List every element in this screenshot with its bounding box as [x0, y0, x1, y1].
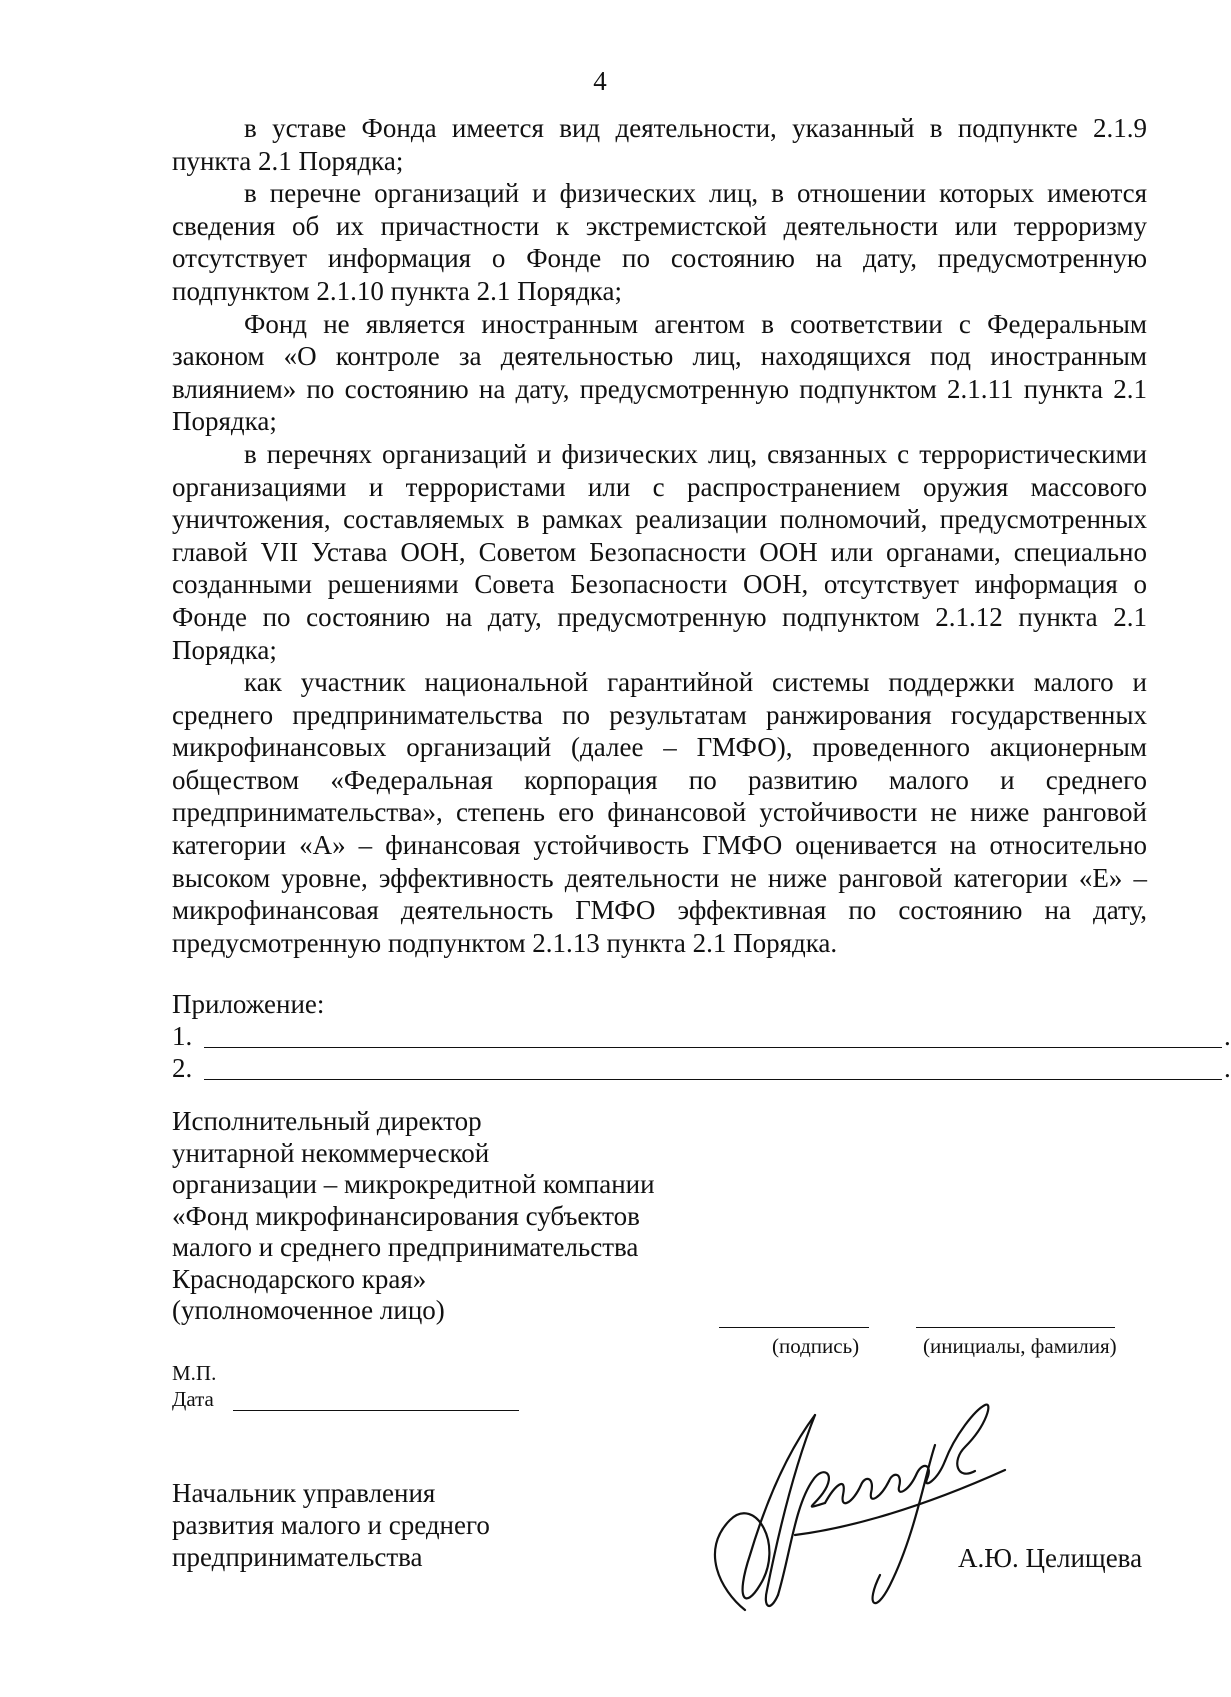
signature-blank-line	[719, 1327, 869, 1328]
appendix-item-end: .	[1224, 1021, 1231, 1051]
body-text	[172, 112, 1147, 959]
director-line: унитарной некоммерческой	[172, 1137, 490, 1168]
name-blank-line	[916, 1327, 1115, 1328]
director-line: организации – микрокредитной компании	[172, 1169, 655, 1199]
appendix-item-number: 2.	[172, 1053, 193, 1083]
appendix-title: Приложение:	[172, 989, 325, 1019]
director-line: Исполнительный директор	[172, 1106, 482, 1136]
appendix-item	[172, 1052, 1231, 1084]
head-line: предпринимательства	[172, 1542, 423, 1572]
director-block	[172, 1106, 732, 1327]
paragraph-1: в уставе Фонда имеется вид деятельности, указанный в подпункте 2.1.9 пункта 2.1 Порядка;	[172, 113, 1147, 176]
director-line: (уполномоченное лицо)	[172, 1295, 445, 1325]
paragraph-2: в перечне организаций и физических лиц, в отношении которых имеются сведения об их причастности к экстремистской деятельности или терроризму отсутствует информация о Фонде по состоянию на дату, предусмотренную подпунктом 2.1.10 пункта 2.1 Порядка;	[172, 178, 1147, 306]
appendix-item-number: 1.	[172, 1021, 193, 1051]
appendix-item-end: .	[1224, 1053, 1231, 1083]
paragraph-5: как участник национальной гарантийной системы поддержки малого и среднего предпринимательства по результатам ранжирования государственных микрофинансовых организаций (далее – ГМФО), проведенного акционерным обществом «Федеральная корпорация по развитию малого и среднего предпринимательства», степень его финансовой устойчивости не ниже ранговой категории «А» – финансовая устойчивость ГМФО оценивается на относительно высоком уровне, эффективность деятельности не ниже ранговой категории «Е» – микрофинансовая деятельность ГМФО эффективная по состоянию на дату, предусмотренную подпунктом 2.1.13 пункта 2.1 Порядка.	[172, 667, 1147, 958]
name-caption: (инициалы, фамилия)	[923, 1334, 1117, 1358]
paragraph-4: в перечнях организаций и физических лиц, связанных с террористическими организациями и террористами или с распространением оружия массового уничтожения, составляемых в рамках реализации полномочий, предусмотренных главой VII Устава ООН, Советом Безопасности ООН или органами, специально созданными решениями Совета Безопасности ООН, отсутствует информация о Фонде по состоянию на дату, предусмотренную подпунктом 2.1.12 пункта 2.1 Порядка;	[172, 438, 1147, 665]
director-line: Краснодарского края»	[172, 1263, 427, 1294]
appendix-item	[172, 1020, 1231, 1052]
paragraph-3: Фонд не является иностранным агентом в соответствии с Федеральным законом «О контроле за деятельностью лиц, находящихся под иностранным влиянием» по состоянию на дату, предусмотренную подпунктом 2.1.11 пункта 2.1 Порядка;	[172, 308, 1147, 437]
signature-caption: (подпись)	[772, 1334, 860, 1358]
date-blank-line	[233, 1410, 519, 1411]
handwritten-signature-icon	[675, 1385, 1035, 1625]
appendix-item-blank-line	[204, 1079, 1222, 1080]
director-line: малого и среднего предпринимательства	[172, 1232, 639, 1262]
signer-name: А.Ю. Целищева	[958, 1543, 1143, 1573]
stamp-label: М.П.	[172, 1361, 217, 1385]
appendix-item-blank-line	[204, 1047, 1222, 1048]
head-block	[172, 1477, 672, 1573]
date-label: Дата	[172, 1387, 214, 1411]
page-number: 4	[593, 66, 607, 96]
director-line: «Фонд микрофинансирования субъектов	[172, 1200, 640, 1231]
head-line: Начальник управления	[172, 1478, 436, 1508]
head-line: развития малого и среднего	[172, 1510, 490, 1540]
appendix-block	[172, 988, 1231, 1084]
